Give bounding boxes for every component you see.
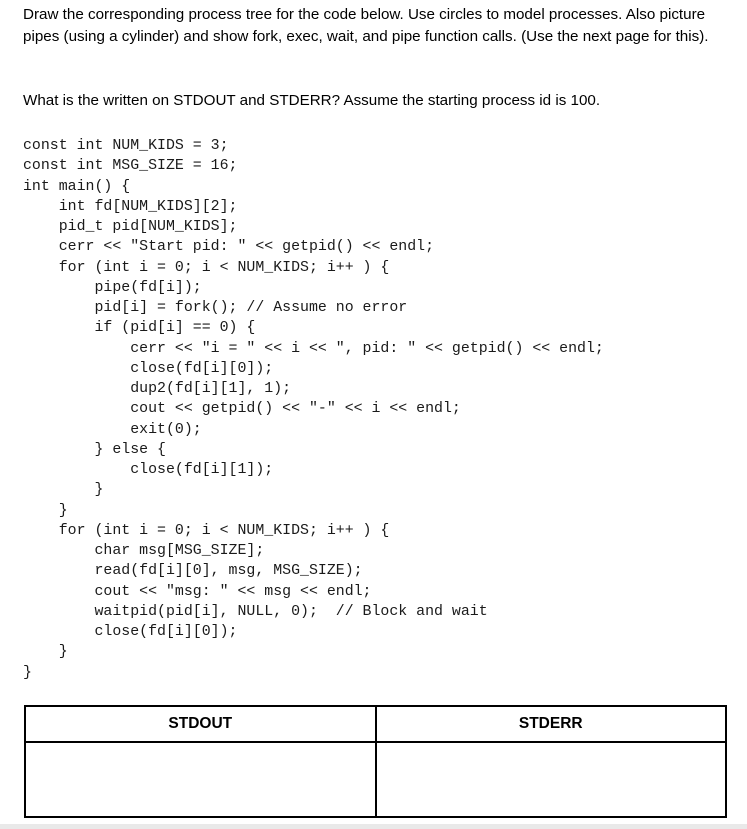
code-line: close(fd[i][0]); (23, 360, 274, 377)
code-line: if (pid[i] == 0) { (23, 320, 256, 337)
stdout-answer-cell[interactable] (25, 742, 376, 817)
code-line: close(fd[i][1]); (23, 462, 274, 478)
code-line: close(fd[i][0]); (23, 624, 238, 640)
stderr-answer-cell[interactable] (376, 742, 727, 817)
code-line: pipe(fd[i]); (23, 279, 202, 296)
code-line: for (int i = 0; i < NUM_KIDS; i++ ) { (23, 259, 390, 276)
question-text: What is the written on STDOUT and STDERR? Assume the starting process id is 100. (23, 92, 601, 109)
code-line: cerr << "Start pid: " << getpid() << endl; (23, 239, 435, 256)
code-line: pid_t pid[NUM_KIDS]; (23, 219, 238, 235)
code-line: const int NUM_KIDS = 3; (23, 138, 229, 154)
code-line: } else { (23, 441, 166, 458)
code-line: cout << getpid() << "-" << i << endl; (23, 401, 461, 418)
code-line: read(fd[i][0], msg, MSG_SIZE); (23, 563, 363, 580)
code-line: pid[i] = fork(); // Assume no error (23, 300, 408, 316)
code-line: exit(0); (23, 421, 202, 438)
code-line: int main() { (23, 178, 131, 195)
stderr-header: STDERR (376, 706, 727, 742)
code-line: } (23, 482, 104, 499)
stdout-header: STDOUT (25, 706, 376, 742)
code-line: cerr << "i = " << i << ", pid: " << getpid() << endl; (23, 340, 604, 357)
code-line: } (23, 664, 32, 681)
answer-table (24, 705, 727, 818)
code-line: waitpid(pid[i], NULL, 0); // Block and wait (23, 603, 488, 620)
code-line: for (int i = 0; i < NUM_KIDS; i++ ) { (23, 522, 390, 539)
instructions-text: Draw the corresponding process tree for the code below. Use circles to model processes. Also picture pipes (using a cylinder) and show fork, exec, wait, and pipe function calls. (Use the next page for this). (23, 6, 709, 45)
code-line: cout << "msg: " << msg << endl; (23, 583, 372, 600)
code-line: const int MSG_SIZE = 16; (23, 158, 238, 175)
code-line: int fd[NUM_KIDS][2]; (23, 198, 238, 215)
code-line: } (23, 644, 68, 661)
code-line: char msg[MSG_SIZE]; (23, 543, 265, 559)
code-block (23, 136, 604, 683)
code-line: } (23, 502, 68, 519)
page-edge (0, 824, 747, 829)
code-line: dup2(fd[i][1], 1); (23, 381, 292, 397)
